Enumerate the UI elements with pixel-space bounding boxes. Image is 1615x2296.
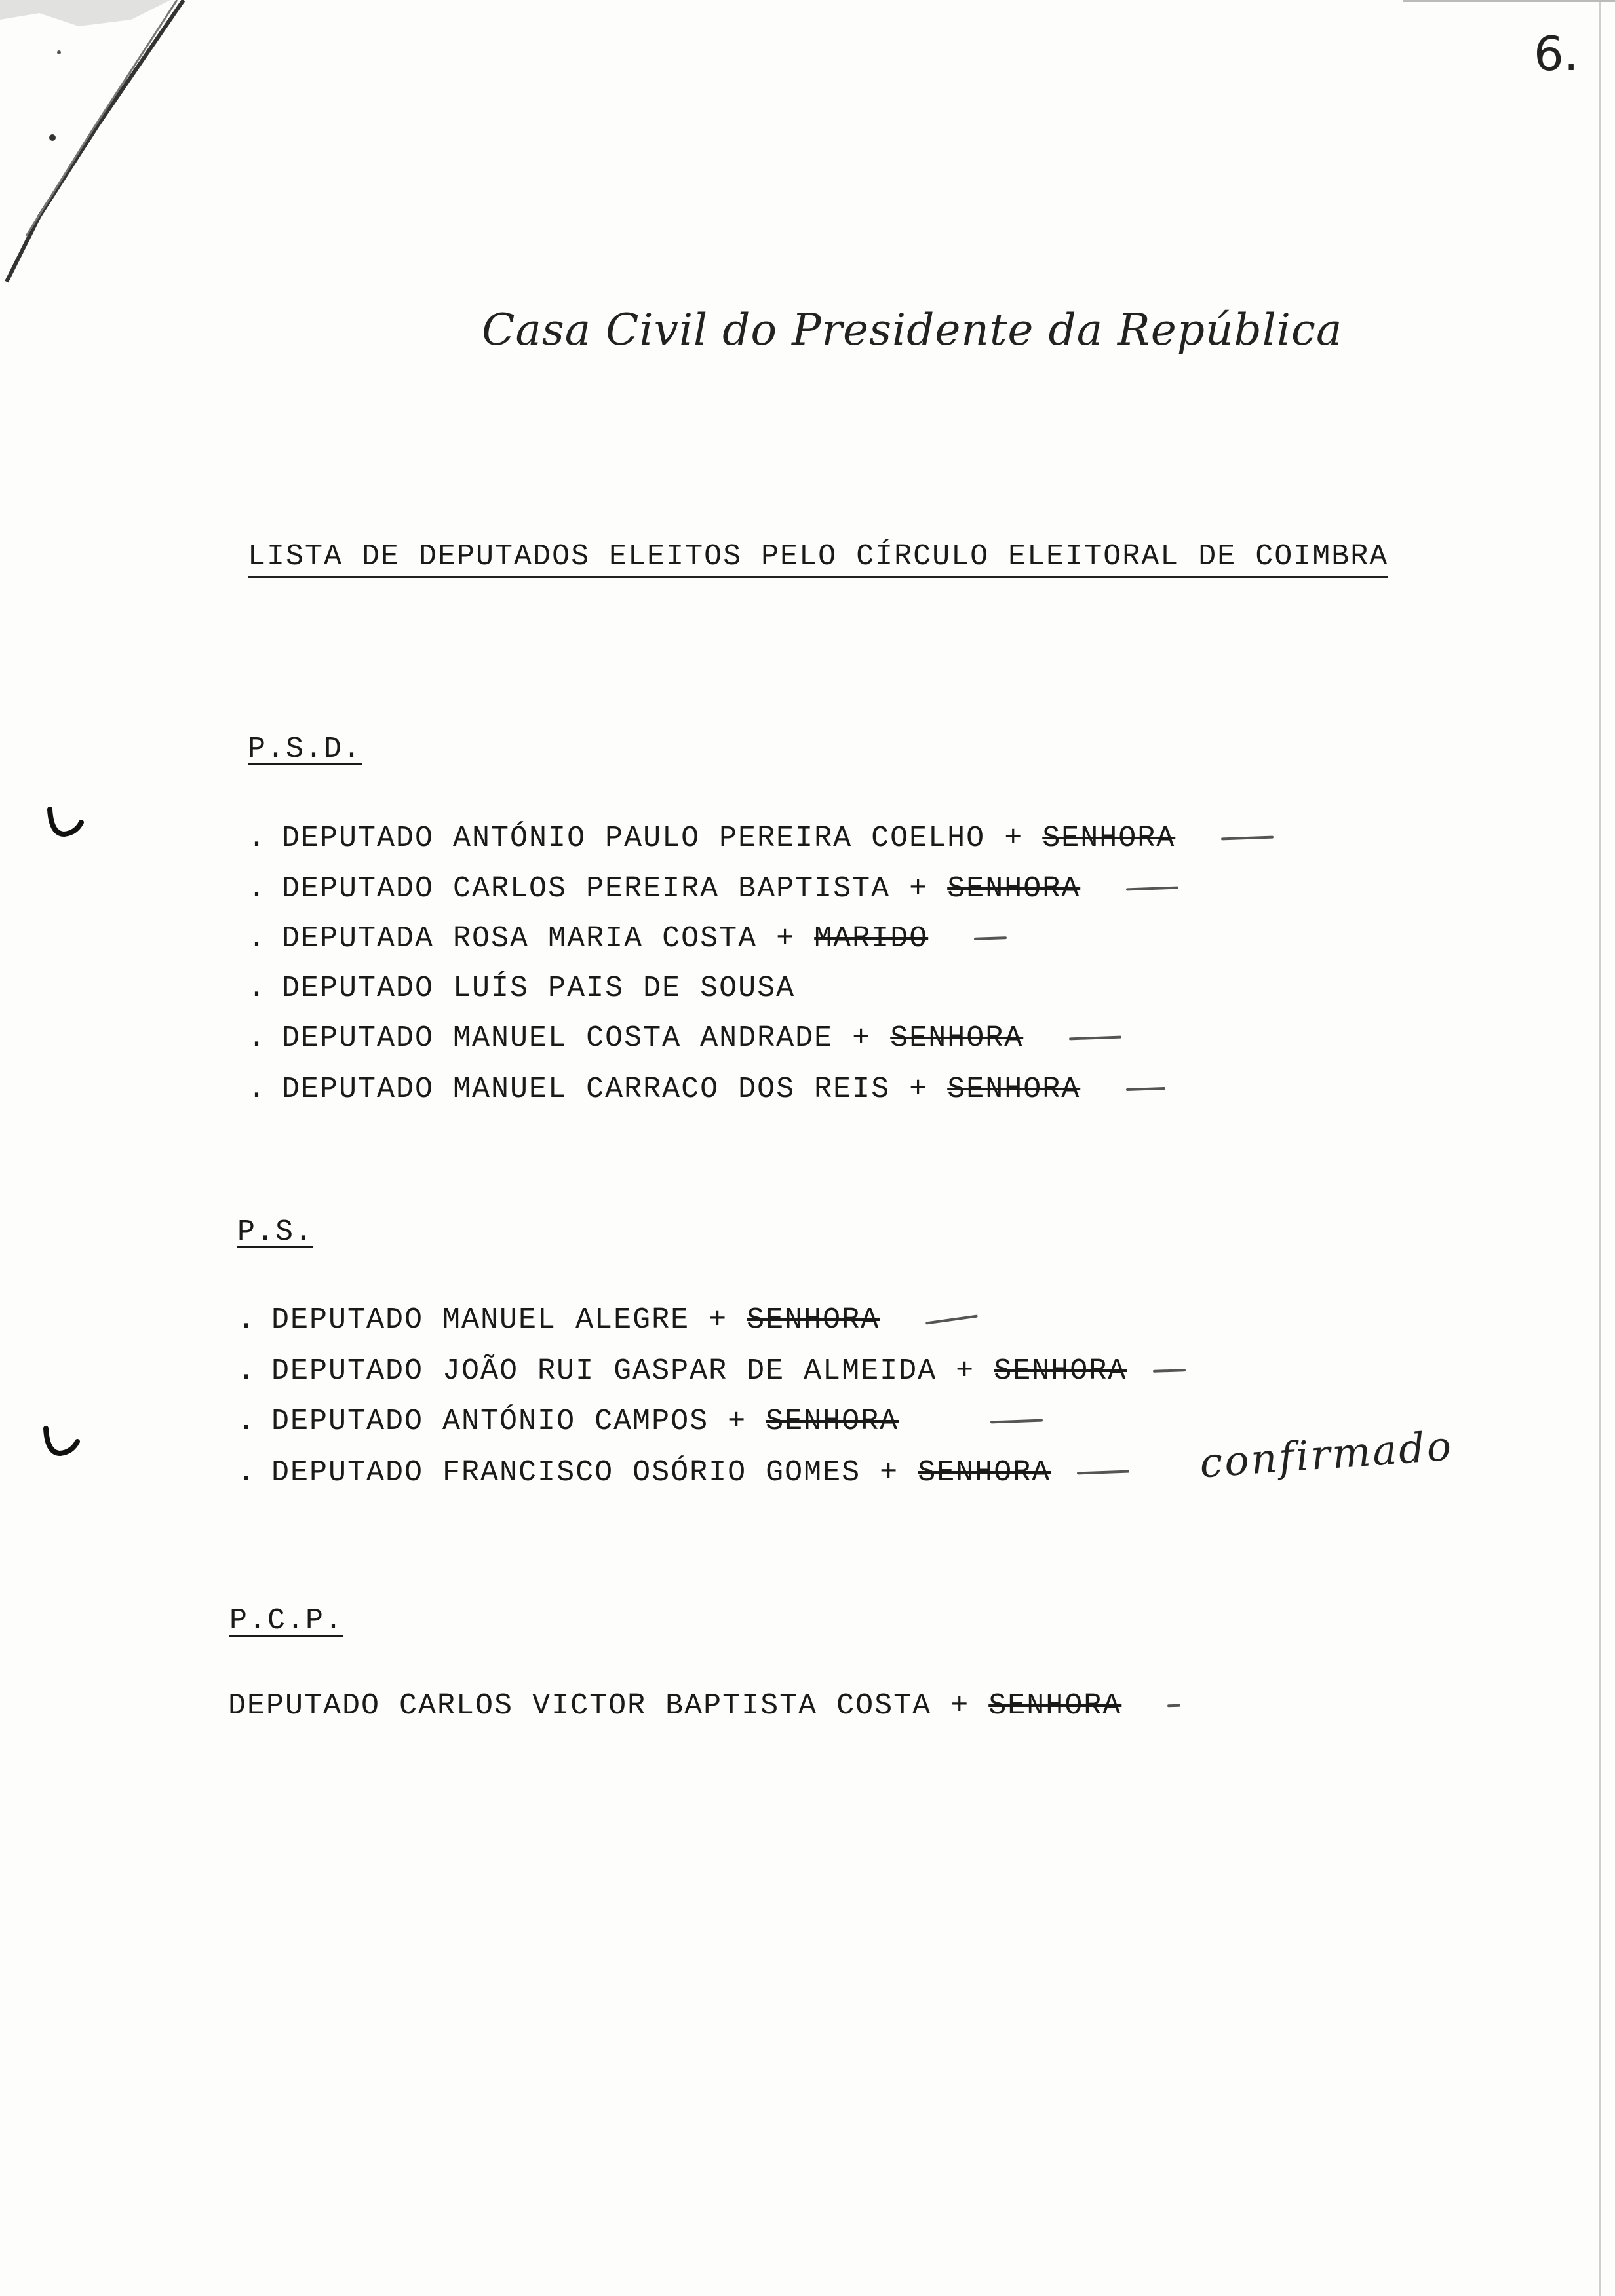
companion-struck: MARIDO xyxy=(814,922,929,955)
companion-struck: SENHORA xyxy=(918,1456,1051,1489)
document-title: LISTA DE DEPUTADOS ELEITOS PELO CÍRCULO ELEITORAL DE COIMBRA xyxy=(248,540,1388,578)
section-heading-pcp: P.C.P. xyxy=(229,1604,344,1637)
plus-sign: + xyxy=(880,1456,899,1489)
plus-sign: + xyxy=(852,1022,872,1055)
deputy-name: DEPUTADO MANUEL ALEGRE xyxy=(271,1303,690,1337)
plus-sign: + xyxy=(1004,822,1024,855)
section-heading-psd: P.S.D. xyxy=(248,733,362,766)
deputy-name: DEPUTADO ANTÓNIO PAULO PEREIRA COELHO xyxy=(282,822,986,855)
plus-sign: + xyxy=(909,1073,929,1106)
list-item xyxy=(248,1070,1165,1109)
list-item xyxy=(248,819,1274,858)
deputy-name: DEPUTADO MANUEL CARRACO DOS REIS xyxy=(282,1073,891,1106)
list-item xyxy=(248,969,795,1008)
tick-dash xyxy=(925,1315,978,1325)
list-item xyxy=(248,919,1007,959)
deputy-name: DEPUTADO CARLOS VICTOR BAPTISTA COSTA xyxy=(228,1689,932,1723)
tick-dash xyxy=(1126,1087,1165,1091)
section-heading-ps: P.S. xyxy=(237,1215,314,1249)
deputy-name: DEPUTADO LUÍS PAIS DE SOUSA xyxy=(282,972,796,1005)
tick-dash xyxy=(990,1419,1043,1424)
bullet: . xyxy=(237,1303,257,1337)
plus-sign: + xyxy=(709,1303,728,1337)
tick-dash xyxy=(974,936,1007,940)
bullet: . xyxy=(248,1073,267,1106)
deputy-name: DEPUTADO FRANCISCO OSÓRIO GOMES xyxy=(271,1456,861,1489)
scan-right-edge xyxy=(1599,0,1601,2296)
tick-dash xyxy=(1126,887,1178,891)
tick-dash xyxy=(1069,1036,1121,1041)
bullet: . xyxy=(248,822,267,855)
companion-struck: SENHORA xyxy=(947,872,1081,906)
bullet: . xyxy=(248,972,267,1005)
companion-struck: SENHORA xyxy=(988,1689,1122,1723)
companion-struck: SENHORA xyxy=(947,1073,1081,1106)
companion-struck: SENHORA xyxy=(766,1405,899,1438)
margin-check-mark xyxy=(45,803,84,842)
plus-sign: + xyxy=(950,1689,970,1723)
list-item xyxy=(248,870,1178,909)
plus-sign: + xyxy=(956,1354,975,1388)
bullet: . xyxy=(248,1022,267,1055)
list-item xyxy=(237,1301,978,1340)
scan-edge-artifact xyxy=(0,0,197,288)
bullet: . xyxy=(248,872,267,906)
list-item xyxy=(248,1019,1121,1058)
plus-sign: + xyxy=(776,922,796,955)
list-item xyxy=(228,1687,1180,1726)
plus-sign: + xyxy=(728,1405,747,1438)
deputy-name: DEPUTADO ANTÓNIO CAMPOS xyxy=(271,1405,709,1438)
bullet: . xyxy=(248,922,267,955)
companion-struck: SENHORA xyxy=(1042,822,1176,855)
deputy-name: DEPUTADO MANUEL COSTA ANDRADE xyxy=(282,1022,834,1055)
tick-dash xyxy=(1077,1470,1129,1475)
page-number: 6. xyxy=(1534,26,1579,81)
companion-struck: SENHORA xyxy=(890,1022,1024,1055)
companion-struck: SENHORA xyxy=(994,1354,1127,1388)
list-item xyxy=(237,1453,1129,1493)
handwritten-note: confirmado xyxy=(1197,1421,1455,1487)
bullet: . xyxy=(237,1456,257,1489)
margin-check-mark xyxy=(41,1422,80,1461)
list-item xyxy=(237,1352,1186,1391)
deputy-name: DEPUTADO JOÃO RUI GASPAR DE ALMEIDA xyxy=(271,1354,937,1388)
bullet: . xyxy=(237,1354,257,1388)
letterhead: Casa Civil do Presidente da República xyxy=(482,305,1343,355)
companion-struck: SENHORA xyxy=(747,1303,880,1337)
list-item xyxy=(237,1402,1043,1442)
bullet: . xyxy=(237,1405,257,1438)
tick-dash xyxy=(1153,1369,1186,1373)
tick-dash xyxy=(1221,836,1274,841)
deputy-name: DEPUTADA ROSA MARIA COSTA xyxy=(282,922,758,955)
plus-sign: + xyxy=(909,872,929,906)
deputy-name: DEPUTADO CARLOS PEREIRA BAPTISTA xyxy=(282,872,891,906)
tick-dash xyxy=(1167,1704,1180,1708)
scan-top-edge xyxy=(1403,0,1615,2)
